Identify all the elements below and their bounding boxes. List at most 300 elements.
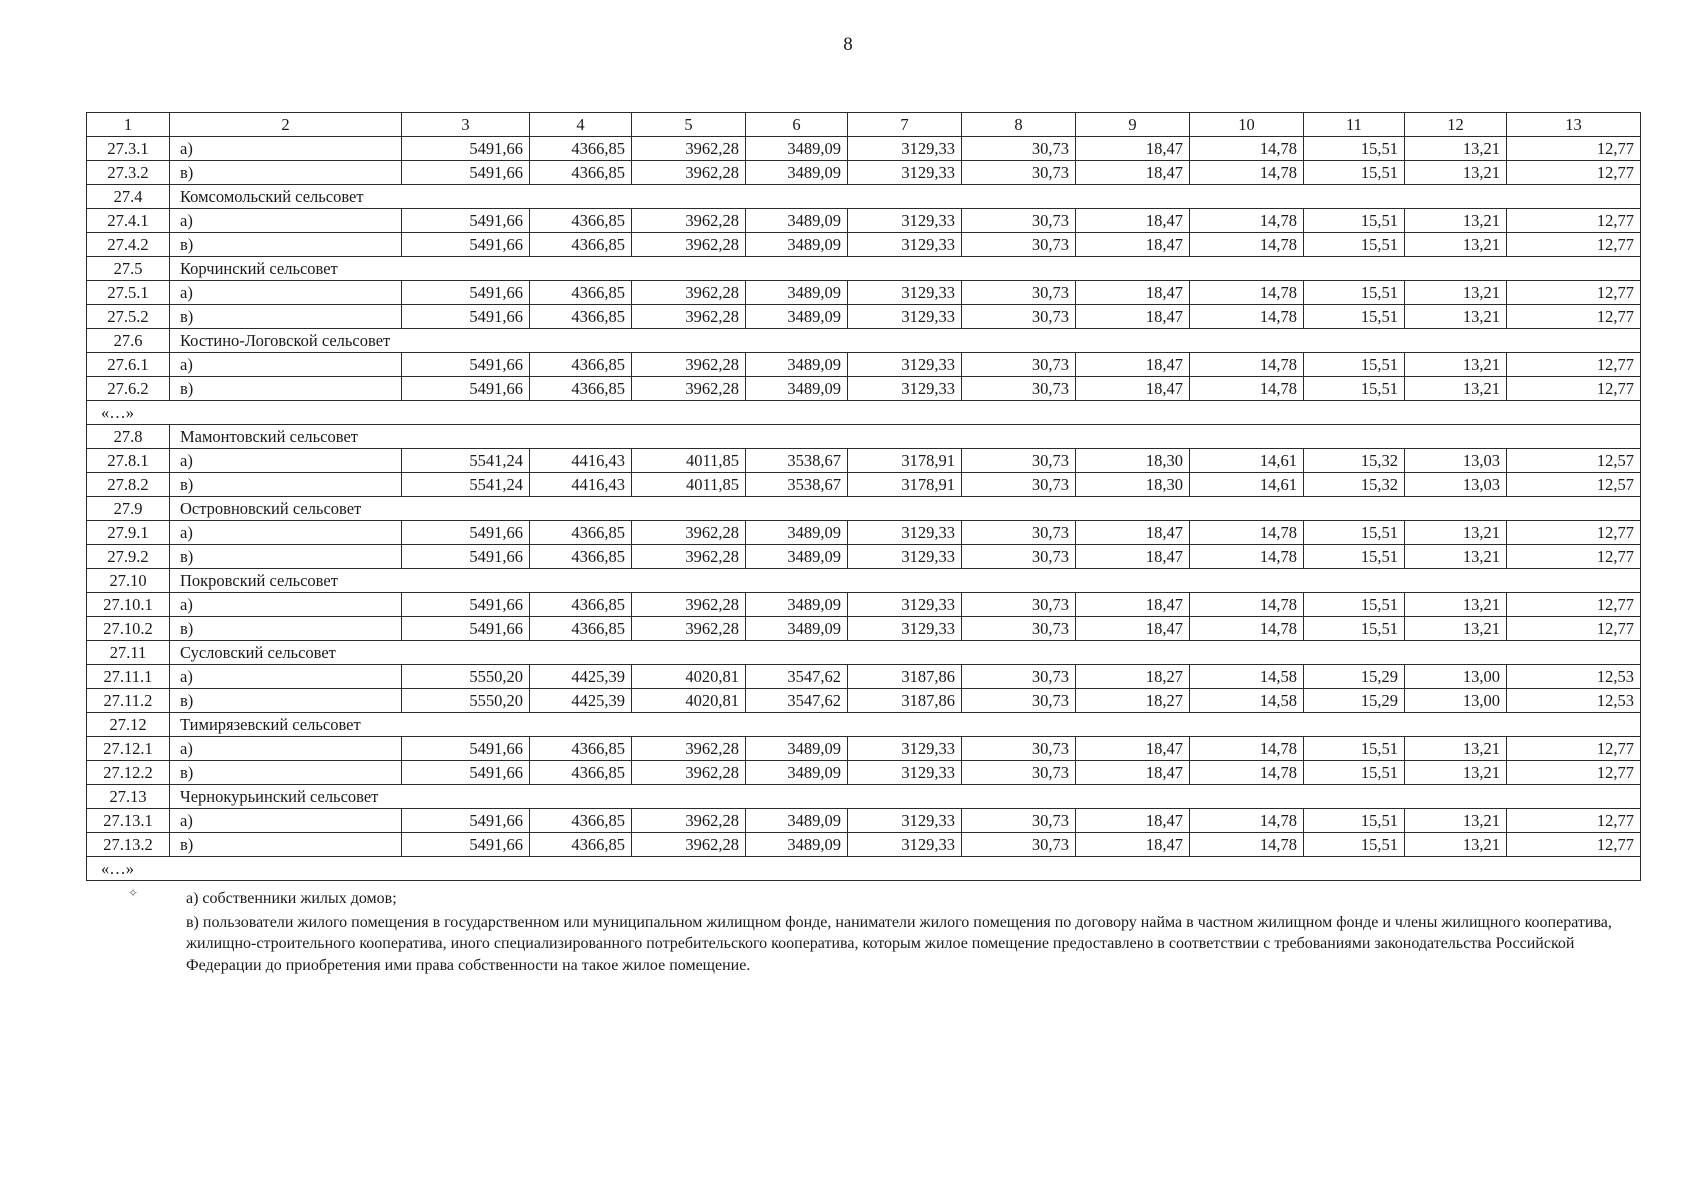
row-label-cell: в) [170,617,402,641]
value-cell: 15,51 [1304,737,1405,761]
value-cell: 18,47 [1076,761,1190,785]
value-cell: 3129,33 [848,833,962,857]
value-cell: 14,58 [1190,665,1304,689]
row-code-cell: 27.8.2 [87,473,170,497]
section-row [87,785,1641,809]
value-cell: 14,78 [1190,593,1304,617]
value-cell: 3962,28 [632,617,746,641]
row-label-cell: в) [170,473,402,497]
value-cell: 3489,09 [746,377,848,401]
value-cell: 12,77 [1507,377,1641,401]
section-row [87,497,1641,521]
table-row [87,161,1641,185]
section-code-cell: 27.13 [87,785,170,809]
value-cell: 30,73 [962,665,1076,689]
value-cell: 30,73 [962,449,1076,473]
value-cell: 13,21 [1405,233,1507,257]
value-cell: 13,21 [1405,833,1507,857]
ellipsis-cell: «…» [87,857,1641,881]
section-code-cell: 27.12 [87,713,170,737]
ellipsis-cell: «…» [87,401,1641,425]
value-cell: 12,77 [1507,281,1641,305]
value-cell: 13,03 [1405,473,1507,497]
value-cell: 5491,66 [402,737,530,761]
value-cell: 4416,43 [530,449,632,473]
footnote-b: в) пользователи жилого помещения в государственном или муниципальном жилищном фонде, наниматели жилого помещения по договору найма в частном жилищном фонде и члены жилищного кооператива, жилищно-строительного кооператива, иного специализированного потребительского кооператива, которым жилое помещение предоставлено в соответствии с требованиями законодательства Российской Федерации до приобретения ими права собственности на такое жилое помещение. [186,913,1612,974]
footnotes [186,888,1640,978]
value-cell: 18,47 [1076,377,1190,401]
value-cell: 4366,85 [530,353,632,377]
table-row [87,305,1641,329]
value-cell: 3129,33 [848,137,962,161]
section-row [87,713,1641,737]
value-cell: 4366,85 [530,593,632,617]
value-cell: 30,73 [962,737,1076,761]
row-code-cell: 27.9.1 [87,521,170,545]
header-cell: 2 [170,113,402,137]
value-cell: 4366,85 [530,281,632,305]
value-cell: 12,77 [1507,137,1641,161]
header-cell: 1 [87,113,170,137]
row-code-cell: 27.12.2 [87,761,170,785]
value-cell: 3129,33 [848,209,962,233]
row-label-cell: в) [170,689,402,713]
value-cell: 3962,28 [632,161,746,185]
header-cell: 7 [848,113,962,137]
section-name-cell: Мамонтовский сельсовет [170,425,1641,449]
header-cell: 3 [402,113,530,137]
value-cell: 4366,85 [530,545,632,569]
section-row [87,641,1641,665]
value-cell: 12,77 [1507,545,1641,569]
table-row [87,233,1641,257]
row-label-cell: в) [170,233,402,257]
value-cell: 15,51 [1304,521,1405,545]
value-cell: 3489,09 [746,593,848,617]
value-cell: 3129,33 [848,161,962,185]
row-label-cell: а) [170,137,402,161]
value-cell: 4366,85 [530,233,632,257]
value-cell: 30,73 [962,377,1076,401]
value-cell: 12,77 [1507,305,1641,329]
section-code-cell: 27.4 [87,185,170,209]
section-name-cell: Тимирязевский сельсовет [170,713,1641,737]
section-code-cell: 27.11 [87,641,170,665]
row-label-cell: а) [170,809,402,833]
value-cell: 3962,28 [632,377,746,401]
value-cell: 3962,28 [632,593,746,617]
value-cell: 18,47 [1076,545,1190,569]
table-row [87,281,1641,305]
row-code-cell: 27.9.2 [87,545,170,569]
value-cell: 12,77 [1507,833,1641,857]
value-cell: 14,78 [1190,233,1304,257]
value-cell: 4366,85 [530,737,632,761]
value-cell: 3489,09 [746,353,848,377]
value-cell: 3962,28 [632,809,746,833]
value-cell: 4425,39 [530,689,632,713]
value-cell: 3962,28 [632,737,746,761]
header-cell: 6 [746,113,848,137]
value-cell: 13,03 [1405,449,1507,473]
value-cell: 4366,85 [530,377,632,401]
value-cell: 3129,33 [848,617,962,641]
table-row [87,377,1641,401]
value-cell: 30,73 [962,161,1076,185]
value-cell: 12,77 [1507,353,1641,377]
value-cell: 5541,24 [402,449,530,473]
row-label-cell: в) [170,545,402,569]
section-name-cell: Комсомольский сельсовет [170,185,1641,209]
table-row [87,833,1641,857]
value-cell: 30,73 [962,761,1076,785]
value-cell: 15,51 [1304,161,1405,185]
value-cell: 12,77 [1507,161,1641,185]
value-cell: 3187,86 [848,665,962,689]
value-cell: 3489,09 [746,209,848,233]
value-cell: 5491,66 [402,353,530,377]
value-cell: 15,51 [1304,281,1405,305]
value-cell: 3538,67 [746,473,848,497]
value-cell: 3178,91 [848,449,962,473]
value-cell: 13,21 [1405,545,1507,569]
value-cell: 14,58 [1190,689,1304,713]
row-code-cell: 27.11.1 [87,665,170,689]
value-cell: 4366,85 [530,809,632,833]
value-cell: 3962,28 [632,137,746,161]
section-name-cell: Корчинский сельсовет [170,257,1641,281]
header-cell: 10 [1190,113,1304,137]
value-cell: 13,21 [1405,617,1507,641]
value-cell: 13,21 [1405,137,1507,161]
table-row [87,473,1641,497]
value-cell: 13,21 [1405,761,1507,785]
value-cell: 18,47 [1076,809,1190,833]
value-cell: 14,78 [1190,305,1304,329]
value-cell: 18,47 [1076,833,1190,857]
value-cell: 15,51 [1304,233,1405,257]
value-cell: 18,47 [1076,233,1190,257]
header-cell: 13 [1507,113,1641,137]
value-cell: 3489,09 [746,617,848,641]
value-cell: 4425,39 [530,665,632,689]
value-cell: 12,77 [1507,809,1641,833]
value-cell: 14,78 [1190,545,1304,569]
value-cell: 4366,85 [530,305,632,329]
ellipsis-row [87,857,1641,881]
value-cell: 3489,09 [746,305,848,329]
value-cell: 30,73 [962,521,1076,545]
header-cell: 4 [530,113,632,137]
value-cell: 14,78 [1190,833,1304,857]
header-cell: 5 [632,113,746,137]
value-cell: 5491,66 [402,281,530,305]
value-cell: 5550,20 [402,689,530,713]
value-cell: 5491,66 [402,233,530,257]
value-cell: 5491,66 [402,209,530,233]
value-cell: 18,30 [1076,449,1190,473]
value-cell: 13,21 [1405,377,1507,401]
value-cell: 15,51 [1304,809,1405,833]
value-cell: 15,51 [1304,377,1405,401]
value-cell: 3489,09 [746,233,848,257]
value-cell: 3489,09 [746,545,848,569]
ellipsis-row [87,401,1641,425]
header-cell: 11 [1304,113,1405,137]
value-cell: 3962,28 [632,305,746,329]
value-cell: 3129,33 [848,281,962,305]
value-cell: 3489,09 [746,137,848,161]
value-cell: 3962,28 [632,833,746,857]
section-name-cell: Покровский сельсовет [170,569,1641,593]
value-cell: 12,77 [1507,737,1641,761]
table-row [87,761,1641,785]
value-cell: 14,78 [1190,353,1304,377]
value-cell: 18,47 [1076,209,1190,233]
value-cell: 3962,28 [632,545,746,569]
value-cell: 5491,66 [402,377,530,401]
section-name-cell: Чернокурьинский сельсовет [170,785,1641,809]
value-cell: 14,78 [1190,809,1304,833]
value-cell: 13,21 [1405,353,1507,377]
value-cell: 3129,33 [848,737,962,761]
value-cell: 3489,09 [746,809,848,833]
value-cell: 30,73 [962,305,1076,329]
value-cell: 30,73 [962,137,1076,161]
value-cell: 5491,66 [402,809,530,833]
table-row [87,665,1641,689]
row-label-cell: а) [170,449,402,473]
value-cell: 13,21 [1405,209,1507,233]
value-cell: 4366,85 [530,521,632,545]
row-code-cell: 27.5.1 [87,281,170,305]
value-cell: 30,73 [962,209,1076,233]
value-cell: 3962,28 [632,521,746,545]
table-row [87,737,1641,761]
value-cell: 5491,66 [402,521,530,545]
row-label-cell: а) [170,737,402,761]
value-cell: 4366,85 [530,761,632,785]
value-cell: 18,47 [1076,137,1190,161]
row-code-cell: 27.3.2 [87,161,170,185]
value-cell: 4366,85 [530,161,632,185]
value-cell: 14,78 [1190,281,1304,305]
value-cell: 12,53 [1507,665,1641,689]
section-code-cell: 27.9 [87,497,170,521]
value-cell: 5550,20 [402,665,530,689]
row-code-cell: 27.5.2 [87,305,170,329]
value-cell: 14,78 [1190,209,1304,233]
value-cell: 30,73 [962,809,1076,833]
value-cell: 12,57 [1507,473,1641,497]
value-cell: 15,51 [1304,353,1405,377]
value-cell: 3962,28 [632,761,746,785]
value-cell: 4366,85 [530,833,632,857]
value-cell: 3489,09 [746,737,848,761]
value-cell: 3962,28 [632,233,746,257]
value-cell: 5541,24 [402,473,530,497]
row-code-cell: 27.10.2 [87,617,170,641]
section-code-cell: 27.8 [87,425,170,449]
row-code-cell: 27.12.1 [87,737,170,761]
row-label-cell: в) [170,305,402,329]
section-name-cell: Костино-Логовской сельсовет [170,329,1641,353]
value-cell: 4416,43 [530,473,632,497]
value-cell: 15,51 [1304,617,1405,641]
value-cell: 15,51 [1304,593,1405,617]
value-cell: 4020,81 [632,689,746,713]
row-code-cell: 27.13.2 [87,833,170,857]
footnote-a: а) собственники жилых домов; [186,890,397,907]
value-cell: 18,30 [1076,473,1190,497]
value-cell: 4366,85 [530,209,632,233]
value-cell: 3489,09 [746,521,848,545]
value-cell: 13,21 [1405,809,1507,833]
row-code-cell: 27.4.2 [87,233,170,257]
value-cell: 12,77 [1507,233,1641,257]
row-label-cell: а) [170,281,402,305]
value-cell: 30,73 [962,233,1076,257]
row-code-cell: 27.3.1 [87,137,170,161]
value-cell: 13,21 [1405,305,1507,329]
value-cell: 30,73 [962,689,1076,713]
table-row [87,617,1641,641]
value-cell: 30,73 [962,281,1076,305]
value-cell: 4366,85 [530,137,632,161]
section-name-cell: Сусловский сельсовет [170,641,1641,665]
value-cell: 13,00 [1405,689,1507,713]
table-row [87,209,1641,233]
value-cell: 13,00 [1405,665,1507,689]
value-cell: 14,78 [1190,761,1304,785]
row-label-cell: в) [170,161,402,185]
value-cell: 13,21 [1405,281,1507,305]
value-cell: 5491,66 [402,137,530,161]
value-cell: 5491,66 [402,593,530,617]
value-cell: 14,78 [1190,377,1304,401]
value-cell: 3129,33 [848,233,962,257]
value-cell: 30,73 [962,593,1076,617]
value-cell: 3547,62 [746,689,848,713]
row-label-cell: а) [170,209,402,233]
value-cell: 18,47 [1076,521,1190,545]
value-cell: 14,61 [1190,449,1304,473]
value-cell: 15,51 [1304,209,1405,233]
row-label-cell: а) [170,521,402,545]
tariff-table [86,112,1641,881]
value-cell: 12,57 [1507,449,1641,473]
section-row [87,329,1641,353]
value-cell: 15,51 [1304,137,1405,161]
row-code-cell: 27.6.1 [87,353,170,377]
value-cell: 15,29 [1304,689,1405,713]
value-cell: 14,78 [1190,737,1304,761]
value-cell: 4011,85 [632,449,746,473]
row-label-cell: в) [170,833,402,857]
footnote-marker-icon: ✧ [128,886,139,900]
page-number: 8 [843,34,853,55]
row-code-cell: 27.11.2 [87,689,170,713]
value-cell: 18,47 [1076,305,1190,329]
table-body [87,113,1641,881]
value-cell: 3129,33 [848,761,962,785]
row-label-cell: а) [170,665,402,689]
value-cell: 13,21 [1405,737,1507,761]
value-cell: 3129,33 [848,305,962,329]
value-cell: 18,47 [1076,161,1190,185]
value-cell: 12,77 [1507,209,1641,233]
row-code-cell: 27.10.1 [87,593,170,617]
value-cell: 3489,09 [746,833,848,857]
value-cell: 18,27 [1076,689,1190,713]
value-cell: 14,78 [1190,137,1304,161]
value-cell: 30,73 [962,545,1076,569]
value-cell: 5491,66 [402,545,530,569]
table-row [87,689,1641,713]
value-cell: 13,21 [1405,521,1507,545]
value-cell: 3962,28 [632,209,746,233]
value-cell: 15,29 [1304,665,1405,689]
row-label-cell: а) [170,593,402,617]
value-cell: 15,51 [1304,545,1405,569]
value-cell: 5491,66 [402,305,530,329]
row-code-cell: 27.6.2 [87,377,170,401]
value-cell: 3129,33 [848,377,962,401]
row-label-cell: в) [170,377,402,401]
value-cell: 12,77 [1507,761,1641,785]
table-row [87,593,1641,617]
value-cell: 4366,85 [530,617,632,641]
value-cell: 3129,33 [848,809,962,833]
table-row [87,449,1641,473]
value-cell: 5491,66 [402,617,530,641]
section-row [87,185,1641,209]
value-cell: 3129,33 [848,545,962,569]
row-label-cell: в) [170,761,402,785]
value-cell: 14,78 [1190,161,1304,185]
value-cell: 12,77 [1507,617,1641,641]
value-cell: 12,77 [1507,593,1641,617]
value-cell: 13,21 [1405,161,1507,185]
value-cell: 18,47 [1076,617,1190,641]
section-code-cell: 27.10 [87,569,170,593]
value-cell: 15,32 [1304,449,1405,473]
header-row [87,113,1641,137]
value-cell: 15,51 [1304,833,1405,857]
value-cell: 3489,09 [746,161,848,185]
value-cell: 3178,91 [848,473,962,497]
value-cell: 5491,66 [402,833,530,857]
section-row [87,425,1641,449]
value-cell: 18,47 [1076,281,1190,305]
value-cell: 14,78 [1190,521,1304,545]
section-name-cell: Островновский сельсовет [170,497,1641,521]
row-label-cell: а) [170,353,402,377]
value-cell: 4020,81 [632,665,746,689]
value-cell: 12,77 [1507,521,1641,545]
section-code-cell: 27.5 [87,257,170,281]
table-row [87,809,1641,833]
value-cell: 30,73 [962,473,1076,497]
value-cell: 13,21 [1405,593,1507,617]
section-row [87,257,1641,281]
value-cell: 15,32 [1304,473,1405,497]
value-cell: 14,78 [1190,617,1304,641]
value-cell: 15,51 [1304,305,1405,329]
value-cell: 3129,33 [848,521,962,545]
value-cell: 18,47 [1076,593,1190,617]
table-row [87,545,1641,569]
